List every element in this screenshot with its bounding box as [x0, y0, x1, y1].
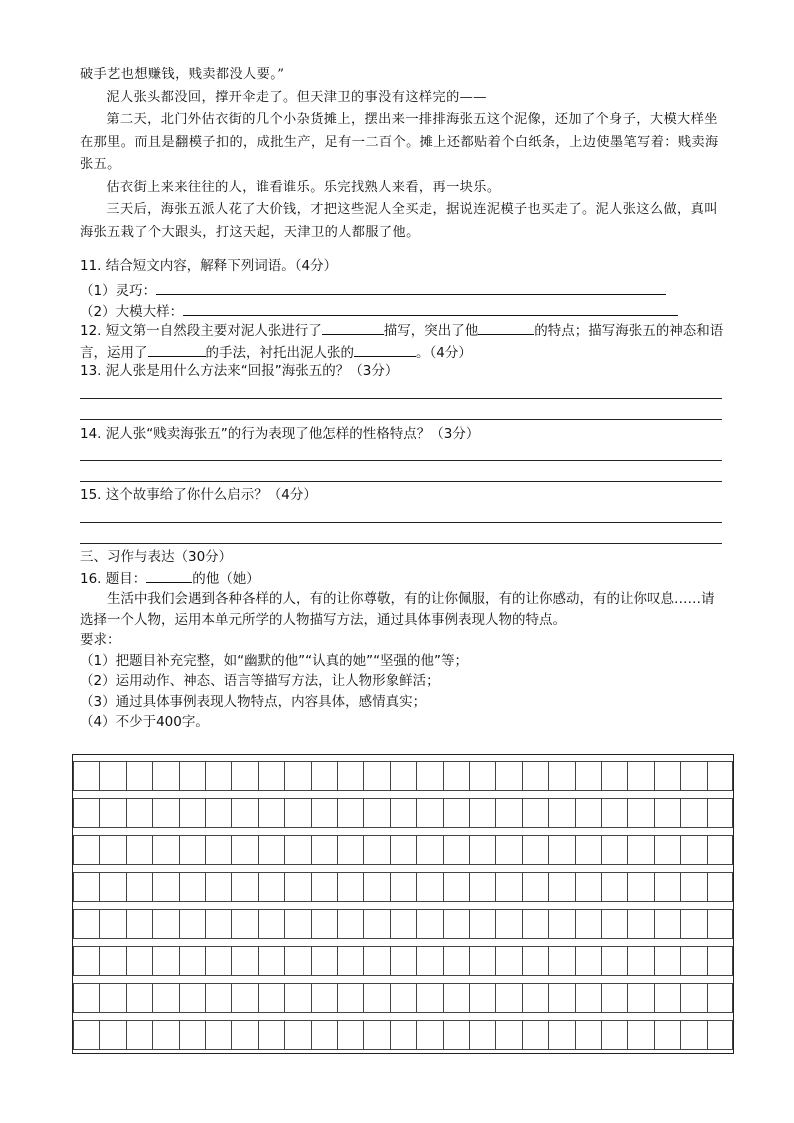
question-15	[80, 485, 725, 505]
question-13	[80, 361, 725, 381]
grid-cell[interactable]	[258, 1020, 284, 1050]
grid-row	[73, 1020, 733, 1050]
grid-cell[interactable]	[548, 909, 574, 939]
grid-cell[interactable]	[416, 946, 442, 976]
grid-cell[interactable]	[126, 1020, 152, 1050]
answer-line[interactable]	[80, 522, 722, 523]
grid-cell[interactable]	[495, 909, 521, 939]
grid-cell[interactable]	[126, 872, 152, 902]
grid-cell[interactable]	[469, 1020, 495, 1050]
grid-cell[interactable]	[548, 761, 574, 791]
grid-cell[interactable]	[390, 835, 416, 865]
grid-cell[interactable]	[73, 909, 99, 939]
grid-cell[interactable]	[601, 798, 627, 828]
grid-cell[interactable]	[126, 909, 152, 939]
grid-cell[interactable]	[654, 761, 680, 791]
grid-cell[interactable]	[337, 872, 363, 902]
answer-line[interactable]	[80, 481, 722, 482]
grid-cell[interactable]	[601, 983, 627, 1013]
grid-cell[interactable]	[284, 1020, 310, 1050]
question-16-prefix: 16. 题目：	[80, 570, 147, 587]
grid-cell[interactable]	[469, 946, 495, 976]
question-12-part-4: 的手法，衬托出泥人张的	[205, 345, 354, 361]
grid-cell[interactable]	[575, 798, 601, 828]
grid-cell[interactable]	[575, 761, 601, 791]
grid-cell[interactable]	[575, 872, 601, 902]
grid-cell[interactable]	[654, 835, 680, 865]
answer-blank[interactable]	[156, 280, 666, 295]
grid-cell[interactable]	[231, 872, 257, 902]
grid-cell[interactable]	[707, 909, 733, 939]
grid-cell[interactable]	[548, 946, 574, 976]
question-12-text	[80, 320, 725, 364]
grid-cell[interactable]	[390, 946, 416, 976]
grid-cell[interactable]	[284, 835, 310, 865]
grid-cell[interactable]	[73, 1020, 99, 1050]
grid-cell[interactable]	[495, 835, 521, 865]
grid-cell[interactable]	[601, 1020, 627, 1050]
grid-cell[interactable]	[179, 909, 205, 939]
grid-cell[interactable]	[469, 835, 495, 865]
grid-cell[interactable]	[522, 872, 548, 902]
grid-cell[interactable]	[73, 761, 99, 791]
grid-cell[interactable]	[179, 946, 205, 976]
grid-cell[interactable]	[443, 909, 469, 939]
question-11-item-2-label: （2）大模大样：	[80, 304, 184, 320]
grid-cell[interactable]	[73, 946, 99, 976]
grid-cell[interactable]	[205, 909, 231, 939]
question-12-part-3: 的特点；描写海张五的神态和语言，运用了	[80, 323, 724, 361]
grid-cell[interactable]	[99, 946, 125, 976]
grid-cell[interactable]	[152, 983, 178, 1013]
grid-cell[interactable]	[363, 946, 389, 976]
grid-cell[interactable]	[469, 761, 495, 791]
reading-passage	[80, 64, 720, 244]
grid-cell[interactable]	[73, 835, 99, 865]
grid-cell[interactable]	[390, 761, 416, 791]
grid-cell[interactable]	[601, 835, 627, 865]
grid-cell[interactable]	[179, 983, 205, 1013]
grid-cell[interactable]	[231, 761, 257, 791]
section-heading: 三、习作与表达（30分）	[80, 549, 233, 565]
grid-cell[interactable]	[205, 872, 231, 902]
answer-blank[interactable]	[354, 342, 416, 357]
grid-cell[interactable]	[654, 909, 680, 939]
grid-cell[interactable]	[575, 983, 601, 1013]
grid-cell[interactable]	[575, 1020, 601, 1050]
grid-cell[interactable]	[495, 983, 521, 1013]
grid-cell[interactable]	[205, 835, 231, 865]
grid-cell[interactable]	[627, 761, 653, 791]
question-15-stem: 15. 这个故事给了你什么启示？（4分）	[80, 487, 317, 503]
grid-cell[interactable]	[416, 909, 442, 939]
question-11	[80, 256, 725, 322]
grid-cell[interactable]	[416, 872, 442, 902]
question-11-item-1-label: （1）灵巧：	[80, 283, 157, 299]
grid-cell[interactable]	[337, 761, 363, 791]
passage-paragraph: 泥人张头都没回，撑开伞走了。但天津卫的事没有这样完的——	[106, 89, 487, 105]
grid-cell[interactable]	[99, 909, 125, 939]
grid-cell[interactable]	[390, 909, 416, 939]
grid-cell[interactable]	[99, 872, 125, 902]
grid-cell[interactable]	[205, 983, 231, 1013]
grid-cell[interactable]	[231, 983, 257, 1013]
grid-cell[interactable]	[99, 798, 125, 828]
grid-cell[interactable]	[522, 798, 548, 828]
grid-cell[interactable]	[258, 946, 284, 976]
grid-cell[interactable]	[231, 798, 257, 828]
grid-row	[73, 909, 733, 939]
answer-blank[interactable]	[322, 320, 384, 335]
grid-cell[interactable]	[390, 1020, 416, 1050]
composition-grid[interactable]	[72, 754, 734, 1054]
requirement-item: （1）把题目补充完整，如“幽默的他”“认真的她”“坚强的他”等；	[80, 652, 469, 669]
grid-cell[interactable]	[363, 835, 389, 865]
grid-cell[interactable]	[179, 835, 205, 865]
grid-cell[interactable]	[231, 1020, 257, 1050]
grid-cell[interactable]	[258, 798, 284, 828]
grid-cell[interactable]	[469, 798, 495, 828]
grid-cell[interactable]	[522, 761, 548, 791]
grid-cell[interactable]	[707, 1020, 733, 1050]
grid-cell[interactable]	[258, 761, 284, 791]
grid-cell[interactable]	[680, 761, 706, 791]
grid-cell[interactable]	[654, 983, 680, 1013]
grid-cell[interactable]	[680, 1020, 706, 1050]
grid-cell[interactable]	[284, 761, 310, 791]
grid-cell[interactable]	[627, 946, 653, 976]
grid-cell[interactable]	[311, 798, 337, 828]
grid-row	[73, 983, 733, 1013]
question-13-stem: 13. 泥人张是用什么方法来“回报”海张五的？（3分）	[80, 363, 399, 379]
grid-row	[73, 835, 733, 865]
grid-cell[interactable]	[601, 872, 627, 902]
passage-paragraph: 第二天，北门外估衣街的几个小杂货摊上，摆出来一排排海张五这个泥像，还加了个身子，大模大样坐在那里。而且是翻模子扣的，成批生产，足有一二百个。摊上还都贴着个白纸条，上边使墨笔写着：贱卖海张五。	[80, 112, 719, 172]
grid-cell[interactable]	[575, 909, 601, 939]
grid-cell[interactable]	[680, 835, 706, 865]
grid-cell[interactable]	[443, 983, 469, 1013]
grid-cell[interactable]	[99, 761, 125, 791]
answer-line[interactable]	[80, 419, 722, 420]
grid-cell[interactable]	[152, 761, 178, 791]
grid-cell[interactable]	[126, 835, 152, 865]
grid-cell[interactable]	[152, 798, 178, 828]
grid-cell[interactable]	[627, 1020, 653, 1050]
grid-cell[interactable]	[231, 946, 257, 976]
grid-cell[interactable]	[469, 909, 495, 939]
grid-cell[interactable]	[258, 835, 284, 865]
grid-cell[interactable]	[152, 1020, 178, 1050]
grid-cell[interactable]	[126, 761, 152, 791]
grid-cell[interactable]	[152, 872, 178, 902]
grid-cell[interactable]	[363, 1020, 389, 1050]
grid-cell[interactable]	[311, 872, 337, 902]
grid-cell[interactable]	[680, 946, 706, 976]
grid-cell[interactable]	[654, 872, 680, 902]
grid-cell[interactable]	[707, 761, 733, 791]
grid-cell[interactable]	[337, 909, 363, 939]
grid-cell[interactable]	[443, 761, 469, 791]
answer-line[interactable]	[80, 398, 722, 399]
grid-cell[interactable]	[680, 983, 706, 1013]
requirement-item: （2）运用动作、神态、语言等描写方法，让人物形象鲜活；	[80, 673, 440, 689]
grid-cell[interactable]	[680, 909, 706, 939]
grid-cell[interactable]	[390, 872, 416, 902]
grid-row	[73, 872, 733, 902]
grid-cell[interactable]	[680, 798, 706, 828]
grid-cell[interactable]	[179, 798, 205, 828]
grid-cell[interactable]	[522, 946, 548, 976]
grid-cell[interactable]	[363, 909, 389, 939]
grid-cell[interactable]	[258, 872, 284, 902]
grid-cell[interactable]	[126, 798, 152, 828]
writing-section	[80, 547, 725, 733]
grid-cell[interactable]	[707, 798, 733, 828]
grid-cell[interactable]	[284, 946, 310, 976]
requirement-item: （4）不少于400字。	[80, 714, 209, 730]
question-11-item-1	[80, 280, 725, 301]
grid-cell[interactable]	[205, 1020, 231, 1050]
grid-cell[interactable]	[363, 983, 389, 1013]
question-14	[80, 424, 725, 444]
grid-cell[interactable]	[416, 835, 442, 865]
grid-cell[interactable]	[654, 798, 680, 828]
passage-line: 破手艺也想赚钱，贱卖都没人要。”	[80, 67, 285, 82]
grid-cell[interactable]	[231, 909, 257, 939]
grid-cell[interactable]	[654, 1020, 680, 1050]
grid-cell[interactable]	[495, 798, 521, 828]
grid-cell[interactable]	[311, 909, 337, 939]
grid-cell[interactable]	[495, 1020, 521, 1050]
grid-cell[interactable]	[575, 946, 601, 976]
grid-cell[interactable]	[337, 983, 363, 1013]
grid-row	[73, 761, 733, 791]
question-14-stem: 14. 泥人张“贱卖海张五”的行为表现了他怎样的性格特点？（3分）	[80, 426, 480, 442]
grid-cell[interactable]	[627, 983, 653, 1013]
grid-cell[interactable]	[495, 872, 521, 902]
grid-cell[interactable]	[469, 983, 495, 1013]
question-12-part-5: 。（4分）	[416, 345, 472, 361]
grid-cell[interactable]	[152, 835, 178, 865]
grid-cell[interactable]	[337, 835, 363, 865]
question-16-suffix: 的他（她）	[192, 570, 260, 587]
grid-cell[interactable]	[416, 798, 442, 828]
grid-cell[interactable]	[205, 946, 231, 976]
grid-cell[interactable]	[522, 835, 548, 865]
passage-paragraph: 估衣街上来来往往的人，谁看谁乐。乐完找熟人来看，再一块乐。	[106, 179, 501, 195]
grid-cell[interactable]	[548, 983, 574, 1013]
grid-cell[interactable]	[284, 798, 310, 828]
grid-cell[interactable]	[548, 835, 574, 865]
grid-cell[interactable]	[73, 983, 99, 1013]
grid-cell[interactable]	[443, 835, 469, 865]
grid-cell[interactable]	[680, 872, 706, 902]
grid-cell[interactable]	[390, 798, 416, 828]
grid-cell[interactable]	[363, 798, 389, 828]
grid-cell[interactable]	[522, 909, 548, 939]
question-12-part-1: 12. 短文第一自然段主要对泥人张进行了	[80, 323, 322, 339]
grid-cell[interactable]	[627, 798, 653, 828]
grid-cell[interactable]	[469, 872, 495, 902]
question-16-title	[80, 568, 725, 590]
grid-cell[interactable]	[73, 872, 99, 902]
grid-cell[interactable]	[99, 983, 125, 1013]
requirements-label: 要求：	[80, 632, 121, 648]
grid-cell[interactable]	[548, 1020, 574, 1050]
grid-cell[interactable]	[443, 872, 469, 902]
grid-cell[interactable]	[654, 946, 680, 976]
grid-cell[interactable]	[311, 761, 337, 791]
grid-cell[interactable]	[337, 946, 363, 976]
grid-cell[interactable]	[522, 1020, 548, 1050]
grid-cell[interactable]	[311, 983, 337, 1013]
question-12-part-2: 描写，突出了他	[383, 323, 479, 339]
grid-cell[interactable]	[179, 1020, 205, 1050]
grid-cell[interactable]	[99, 1020, 125, 1050]
grid-cell[interactable]	[548, 872, 574, 902]
answer-line[interactable]	[80, 543, 722, 544]
grid-cell[interactable]	[73, 798, 99, 828]
grid-cell[interactable]	[627, 909, 653, 939]
grid-cell[interactable]	[548, 798, 574, 828]
requirement-item: （3）通过具体事例表现人物特点，内容具体，感情真实；	[80, 693, 427, 710]
grid-cell[interactable]	[205, 761, 231, 791]
grid-cell[interactable]	[495, 946, 521, 976]
grid-cell[interactable]	[416, 1020, 442, 1050]
grid-cell[interactable]	[390, 983, 416, 1013]
grid-row	[73, 946, 733, 976]
grid-cell[interactable]	[627, 872, 653, 902]
grid-cell[interactable]	[205, 798, 231, 828]
grid-cell[interactable]	[601, 946, 627, 976]
answer-blank[interactable]	[148, 342, 206, 357]
question-12	[80, 320, 725, 364]
grid-cell[interactable]	[337, 1020, 363, 1050]
writing-prompt: 生活中我们会遇到各种各样的人，有的让你尊敬，有的让你佩服，有的让你感动，有的让你叹息……请选择一个人物，运用本单元所学的人物描写方法，通过具体事例表现人物的特点。	[80, 591, 715, 628]
grid-cell[interactable]	[179, 761, 205, 791]
grid-cell[interactable]	[443, 798, 469, 828]
grid-cell[interactable]	[179, 872, 205, 902]
grid-cell[interactable]	[601, 909, 627, 939]
grid-cell[interactable]	[707, 872, 733, 902]
grid-cell[interactable]	[416, 761, 442, 791]
grid-cell[interactable]	[495, 761, 521, 791]
answer-blank[interactable]	[478, 320, 534, 335]
grid-cell[interactable]	[99, 835, 125, 865]
question-11-item-2	[80, 301, 725, 322]
grid-cell[interactable]	[443, 1020, 469, 1050]
grid-cell[interactable]	[522, 983, 548, 1013]
grid-cell[interactable]	[258, 909, 284, 939]
grid-cell[interactable]	[627, 835, 653, 865]
grid-cell[interactable]	[363, 872, 389, 902]
grid-cell[interactable]	[284, 872, 310, 902]
grid-cell[interactable]	[152, 946, 178, 976]
grid-cell[interactable]	[363, 761, 389, 791]
grid-cell[interactable]	[337, 798, 363, 828]
grid-cell[interactable]	[575, 835, 601, 865]
answer-blank[interactable]	[183, 301, 678, 316]
grid-cell[interactable]	[707, 983, 733, 1013]
grid-cell[interactable]	[311, 946, 337, 976]
grid-cell[interactable]	[601, 761, 627, 791]
grid-cell[interactable]	[443, 946, 469, 976]
grid-cell[interactable]	[126, 983, 152, 1013]
passage-paragraph: 三天后，海张五派人花了大价钱，才把这些泥人全买走，据说连泥模子也买走了。泥人张这么做，真叫海张五栽了个大跟头，打这天起，天津卫的人都服了他。	[80, 202, 718, 240]
grid-cell[interactable]	[416, 983, 442, 1013]
grid-cell[interactable]	[258, 983, 284, 1013]
title-blank[interactable]	[146, 568, 192, 583]
grid-cell[interactable]	[311, 1020, 337, 1050]
question-11-stem: 11. 结合短文内容，解释下列词语。（4分）	[80, 258, 338, 274]
grid-cell[interactable]	[126, 946, 152, 976]
grid-cell[interactable]	[707, 835, 733, 865]
grid-cell[interactable]	[311, 835, 337, 865]
grid-row	[73, 798, 733, 828]
grid-cell[interactable]	[707, 946, 733, 976]
grid-cell[interactable]	[284, 909, 310, 939]
answer-line[interactable]	[80, 460, 722, 461]
grid-cell[interactable]	[152, 909, 178, 939]
grid-cell[interactable]	[284, 983, 310, 1013]
grid-cell[interactable]	[231, 835, 257, 865]
